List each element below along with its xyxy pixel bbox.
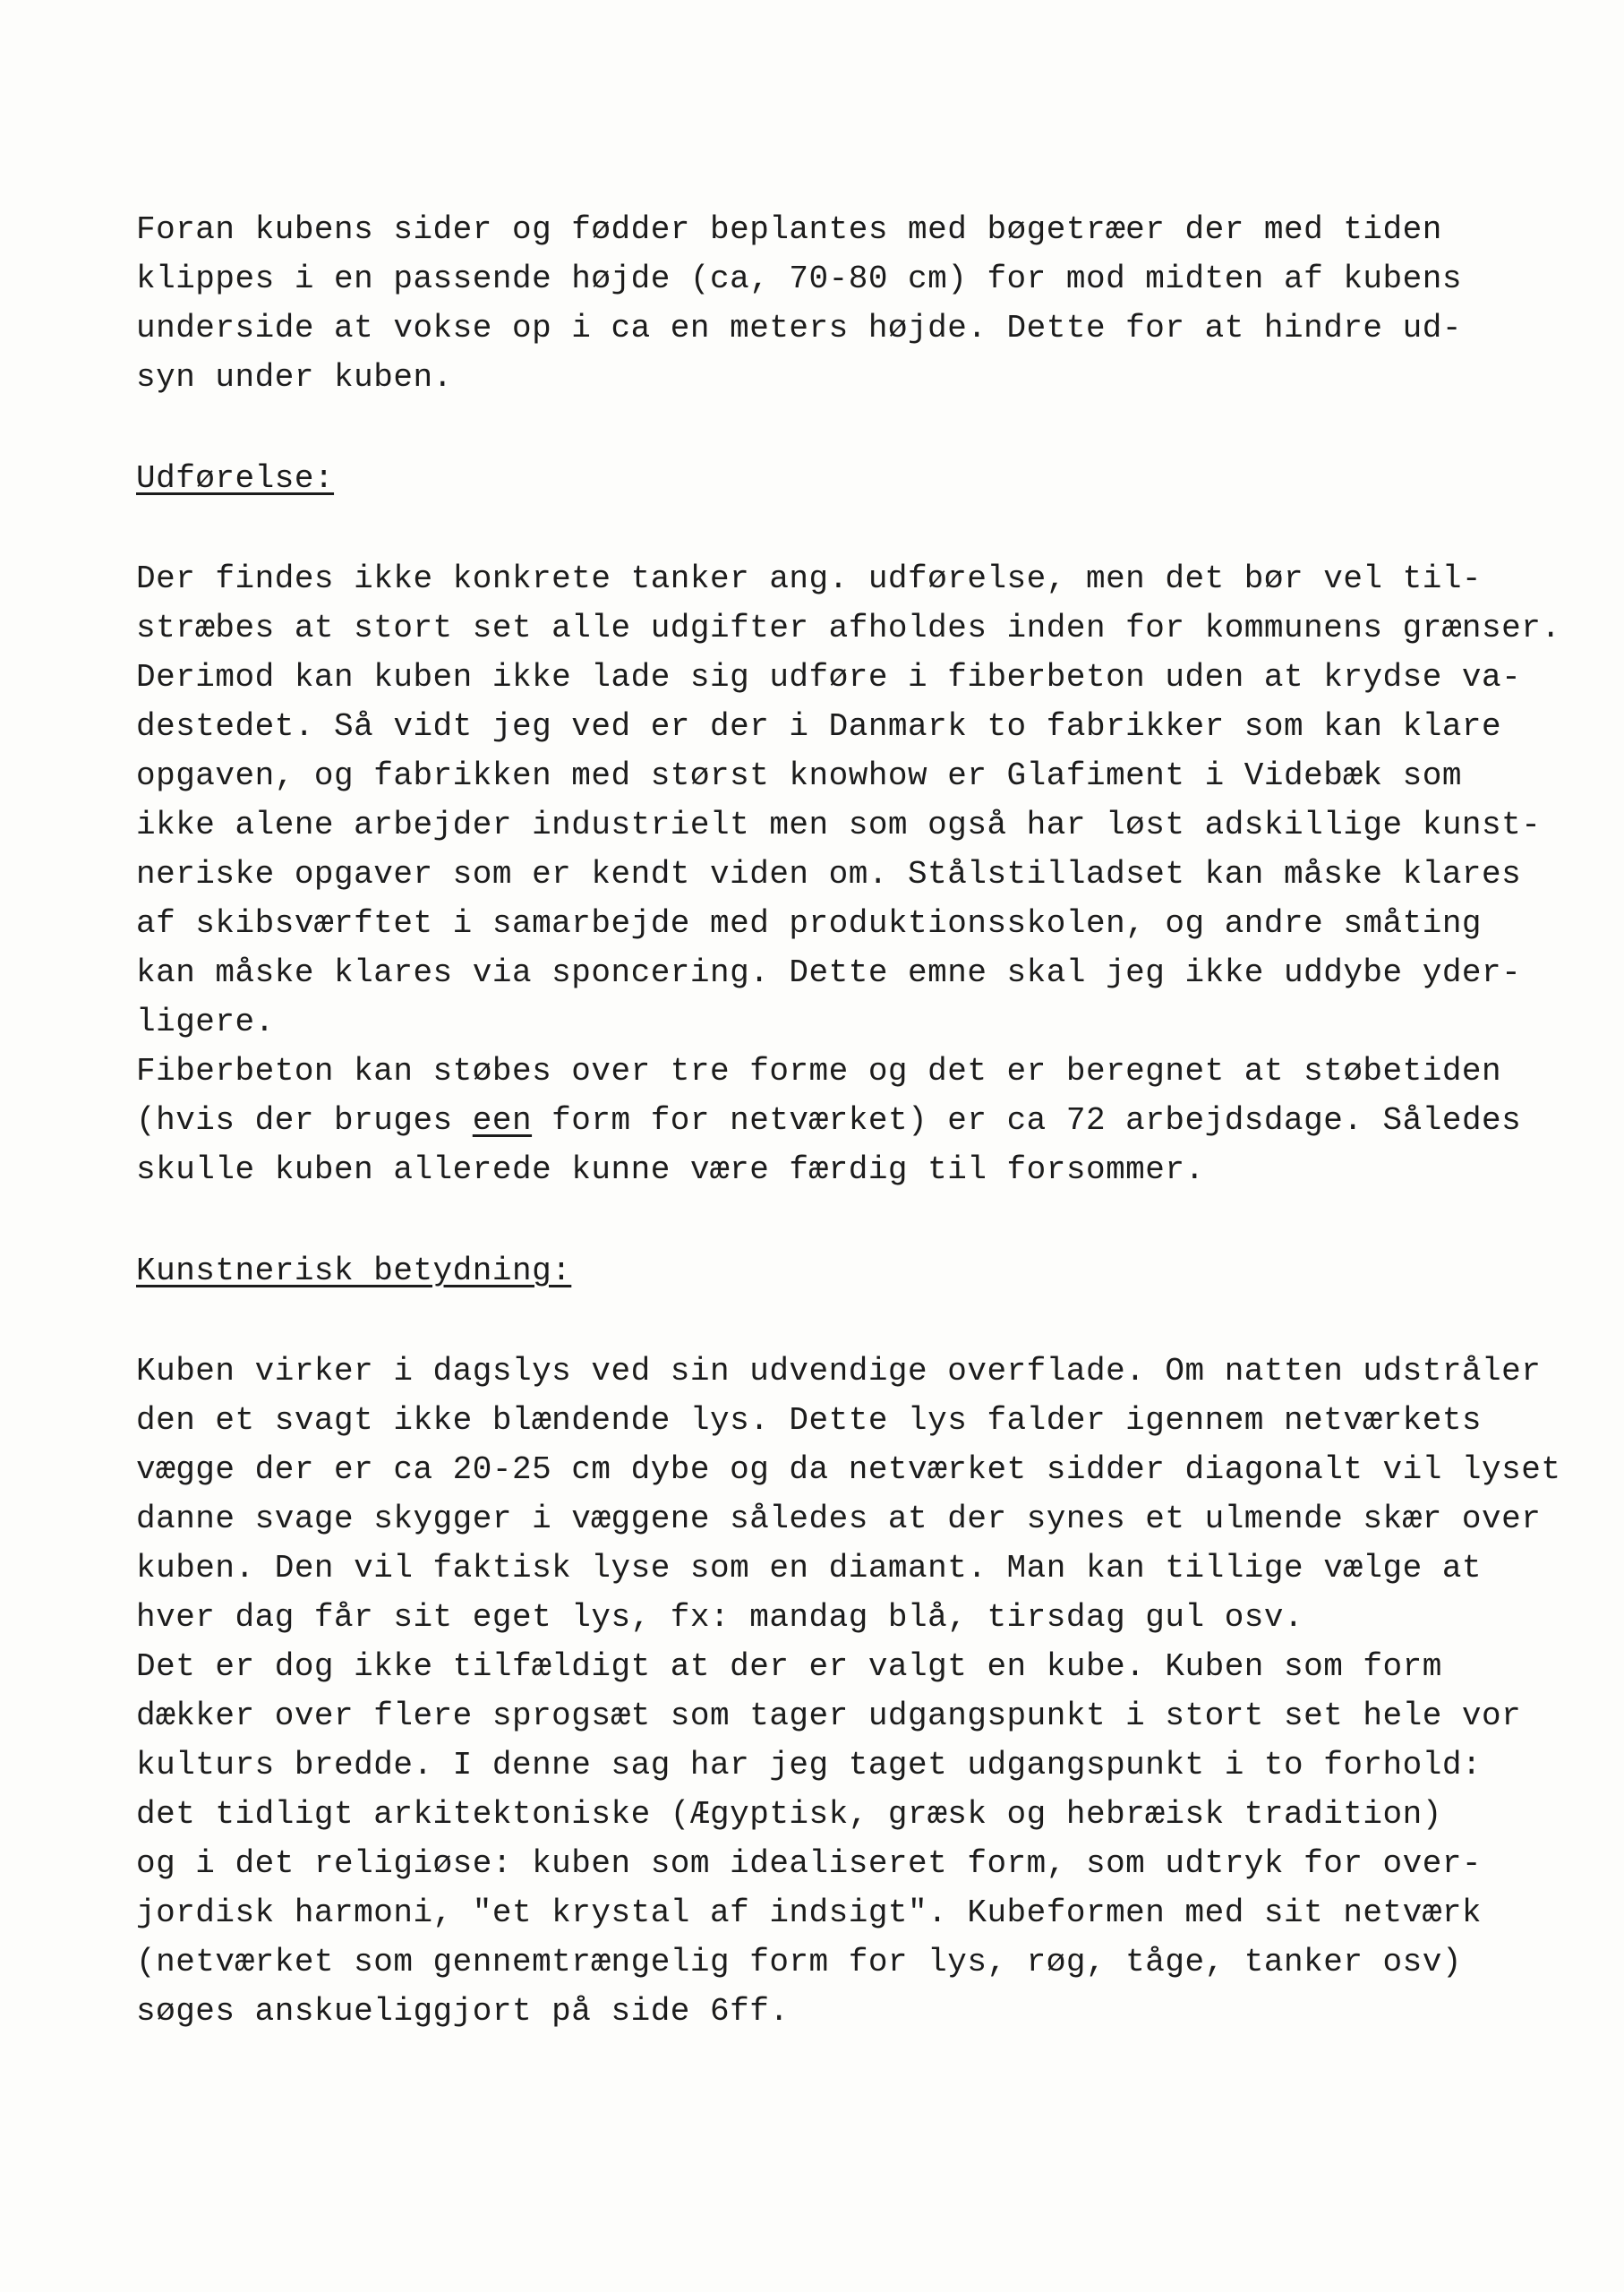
text-line: Kuben virker i dagslys ved sin udvendige overflade. Om natten udstråler — [136, 1353, 1542, 1390]
text-line — [136, 1102, 1521, 1139]
text-line: neriske opgaver som er kendt viden om. Stålstilladset kan måske klares — [136, 856, 1522, 893]
text-line: jordisk harmoni, "et krystal af indsigt". Kubeformen med sit netværk — [136, 1894, 1483, 1931]
text-line: det tidligt arkitektoniske (Ægyptisk, græsk og hebræisk tradition) — [136, 1796, 1442, 1833]
text-line: kuben. Den vil faktisk lyse som en diamant. Man kan tillige vælge at — [136, 1550, 1483, 1586]
text-line: danne svage skygger i væggene således at der synes et ulmende skær over — [136, 1501, 1542, 1537]
text-line: (netværket som gennemtrængelig form for lys, røg, tåge, tanker osv) — [136, 1944, 1462, 1980]
text-line: Der findes ikke konkrete tanker ang. udførelse, men det bør vel til- — [136, 560, 1483, 597]
text-line: kulturs bredde. I denne sag har jeg taget udgangspunkt i to forhold: — [136, 1747, 1483, 1783]
text-line: opgaven, og fabrikken med størst knowhow er Glafiment i Videbæk som — [136, 757, 1462, 794]
text-line: skulle kuben allerede kunne være færdig til forsommer. — [136, 1151, 1205, 1188]
text-line: hver dag får sit eget lys, fx: mandag blå, tirsdag gul osv. — [136, 1599, 1304, 1636]
text-line: stræbes at stort set alle udgifter afholdes inden for kommunens grænser. — [136, 610, 1561, 646]
text-line: ikke alene arbejder industrielt men som også har løst adskillige kunst- — [136, 807, 1542, 843]
text-segment: (hvis der bruges — [136, 1102, 473, 1139]
text-line: klippes i en passende højde (ca, 70-80 cm) for mod midten af kubens — [136, 261, 1462, 297]
text-line: kan måske klares via sponcering. Dette emne skal jeg ikke uddybe yder- — [136, 954, 1522, 991]
text-line: Fiberbeton kan støbes over tre forme og det er beregnet at støbetiden — [136, 1053, 1502, 1090]
text-line: Det er dog ikke tilfældigt at der er valgt en kube. Kuben som form — [136, 1648, 1442, 1685]
section-heading-udforelse: Udførelse: — [136, 460, 335, 497]
underlined-word: een — [472, 1102, 533, 1139]
text-line: af skibsværftet i samarbejde med produktionsskolen, og andre småting — [136, 905, 1483, 942]
text-line: den et svagt ikke blændende lys. Dette lys falder igennem netværkets — [136, 1402, 1483, 1439]
text-line: destedet. Så vidt jeg ved er der i Danmark to fabrikker som kan klare — [136, 708, 1502, 745]
text-line: ligere. — [136, 1004, 275, 1040]
section-heading-kunstnerisk-betydning: Kunstnerisk betydning: — [136, 1253, 572, 1289]
text-segment: form for netværket) er ca 72 arbejdsdage. Således — [532, 1102, 1522, 1139]
text-line: søges anskueliggjort på side 6ff. — [136, 1993, 790, 2030]
text-line: vægge der er ca 20-25 cm dybe og da netværket sidder diagonalt vil lyset — [136, 1451, 1561, 1488]
text-line: Foran kubens sider og fødder beplantes med bøgetræer der med tiden — [136, 211, 1442, 248]
text-line: syn under kuben. — [136, 359, 453, 396]
text-line: underside at vokse op i ca en meters højde. Dette for at hindre ud- — [136, 310, 1462, 346]
text-line: dækker over flere sprogsæt som tager udgangspunkt i stort set hele vor — [136, 1698, 1522, 1734]
text-line: Derimod kan kuben ikke lade sig udføre i fiberbeton uden at krydse va- — [136, 659, 1522, 696]
text-line: og i det religiøse: kuben som idealiseret form, som udtryk for over- — [136, 1845, 1483, 1882]
